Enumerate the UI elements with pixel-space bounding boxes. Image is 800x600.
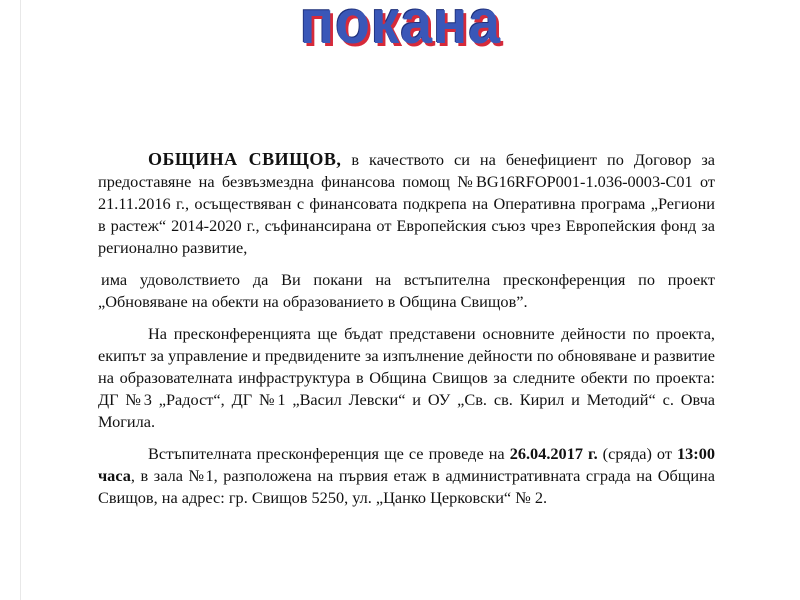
paragraph-details: На пресконференцията ще бъдат представени основните дейности по проекта, екипът за управление и предвидените за изпълнение дейности по обновяване и развитие на образователната инфраструктура в Община Свищов за следните обекти по проекта: ДГ №3 „Радост“, ДГ №1 „Васил Левски“ и ОУ „Св. св. Кирил и Методий“ с. Овча Могила. <box>98 324 715 431</box>
page-edge <box>20 0 21 600</box>
event-time: 13:00 часа <box>98 444 715 485</box>
paragraph-intro-text: в качеството си на бенефициент по Договор за предоставяне на безвъзмездна финансова помощ №BG16RFOP001-1.036-0003-C01 от 21.11.2016 г., осъществяван с финансовата подкрепа на Оперативна програма „Региони в растеж“ 2014-2020 г., съфинансирана от Европейския съюз чрез Европейския фонд за регионално развитие, <box>98 150 715 257</box>
document-title: покана <box>299 0 501 57</box>
event-text-c: , в зала №1, разположена на първия етаж в административната сграда на Община Свищов, на адрес: гр. Свищов 5250, ул. „Цанко Церковски“ № 2. <box>98 466 715 507</box>
event-text-b: (сряда) от <box>597 444 678 463</box>
paragraph-event-info <box>98 443 715 509</box>
paragraph-intro <box>98 148 715 259</box>
event-text-a: Встъпителната пресконференция ще се проведе на <box>148 444 510 463</box>
event-date: 26.04.2017 г. <box>509 444 598 463</box>
title-container <box>0 0 800 57</box>
paragraph-invitation: има удоволствието да Ви покани на встъпителна пресконференция по проект „Обновяване на обекти на образованието в Община Свищов”. <box>98 270 715 311</box>
document-body <box>98 148 715 509</box>
organization-name: ОБЩИНА СВИЩОВ, <box>148 149 342 169</box>
